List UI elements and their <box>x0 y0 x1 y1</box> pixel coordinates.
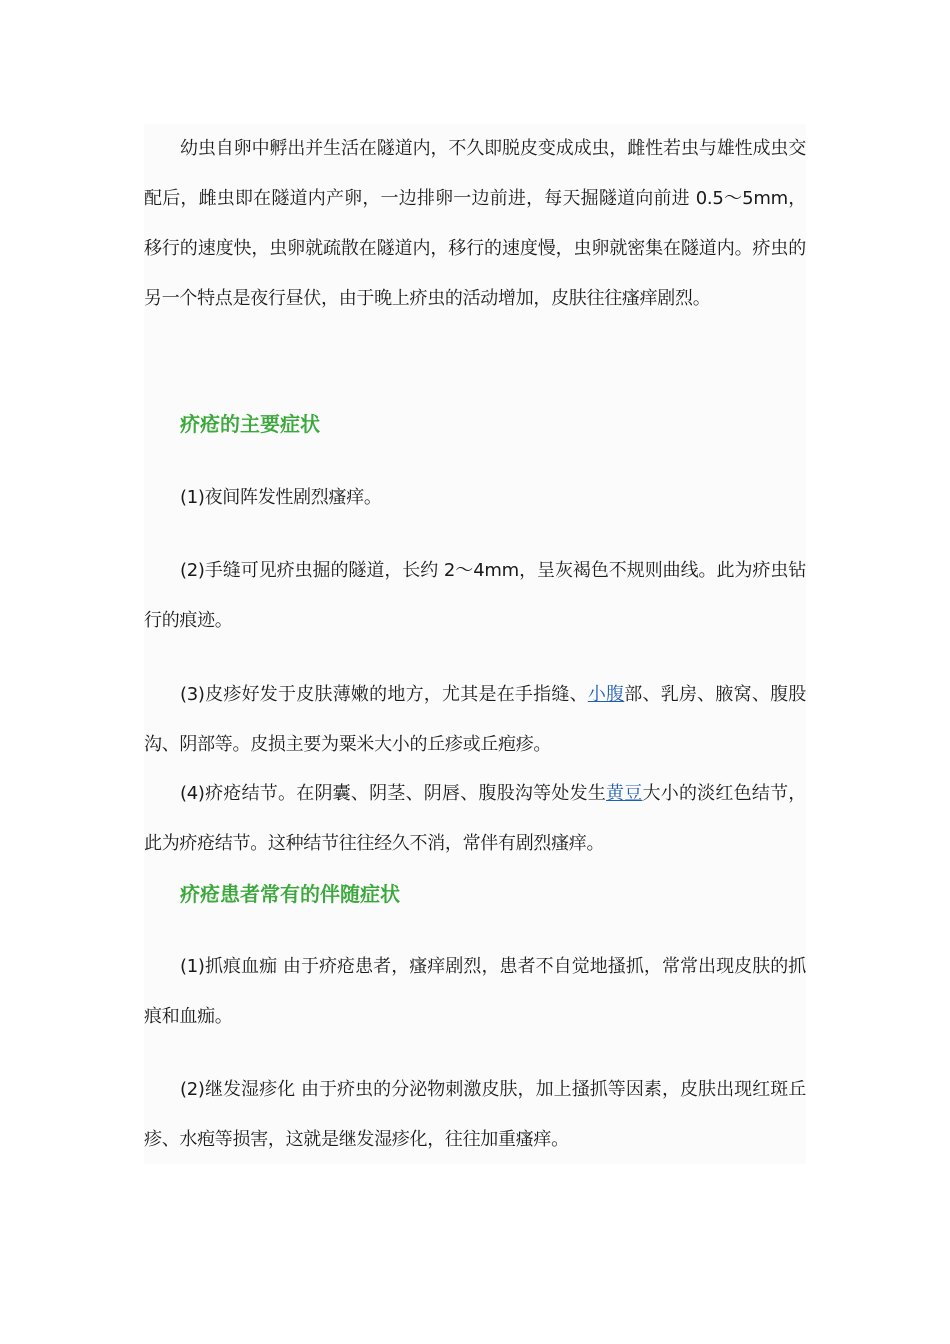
section-heading-main-symptoms: 疥疮的主要症状 <box>180 412 320 436</box>
accompanying-item-2: (2)继发湿疹化 由于疥虫的分泌物刺激皮肤，加上搔抓等因素，皮肤出现红斑丘疹、水疱等损害，这就是继发湿疹化，往往加重瘙痒。 <box>144 1079 806 1150</box>
section-heading-accompanying-symptoms: 疥疮患者常有的伴随症状 <box>180 882 400 906</box>
symptom-item-4-text-end: 大小的淡红色结节，此为疥疮结节。这种结节往往经久不消，常伴有剧烈瘙痒。 <box>144 783 806 854</box>
symptom-item-4 <box>144 769 806 869</box>
symptom-item-1: (1)夜间阵发性剧烈瘙痒。 <box>180 487 382 508</box>
accompanying-item-1: (1)抓痕血痂 由于疥疮患者，瘙痒剧烈，患者不自觉地搔抓，常常出现皮肤的抓痕和血痂。 <box>144 956 806 1027</box>
symptom-item-2: (2)手缝可见疥虫掘的隧道，长约 2～4mm，呈灰褐色不规则曲线。此为疥虫钻行的痕迹。 <box>144 560 806 631</box>
symptom-item-4-text-start: (4)疥疮结节。在阴囊、阴茎、阴唇、腹股沟等处发生 <box>180 783 607 804</box>
link-huangdou[interactable]: 黄豆 <box>606 783 643 804</box>
symptom-item-3-text-start: (3)皮疹好发于皮肤薄嫩的地方，尤其是在手指缝、 <box>180 684 588 705</box>
link-xiaofu[interactable]: 小腹 <box>587 684 625 705</box>
symptom-item-3 <box>144 670 806 770</box>
document-page <box>144 124 806 1164</box>
intro-paragraph: 幼虫自卵中孵出并生活在隧道内，不久即脱皮变成成虫，雌性若虫与雄性成虫交配后，雌虫即在隧道内产卵，一边排卵一边前进，每天掘隧道向前进 0.5～5mm，移行的速度快，虫卵就疏散在隧道内，移行的速度慢，虫卵就密集在隧道内。疥虫的另一个特点是夜行昼伏，由于晚上疥虫的活动增加，皮肤往往瘙痒剧烈。 <box>144 138 806 309</box>
symptom-item-3-text-end: 部、乳房、腋窝、腹股沟、阴部等。皮损主要为粟米大小的丘疹或丘疱疹。 <box>144 684 806 755</box>
